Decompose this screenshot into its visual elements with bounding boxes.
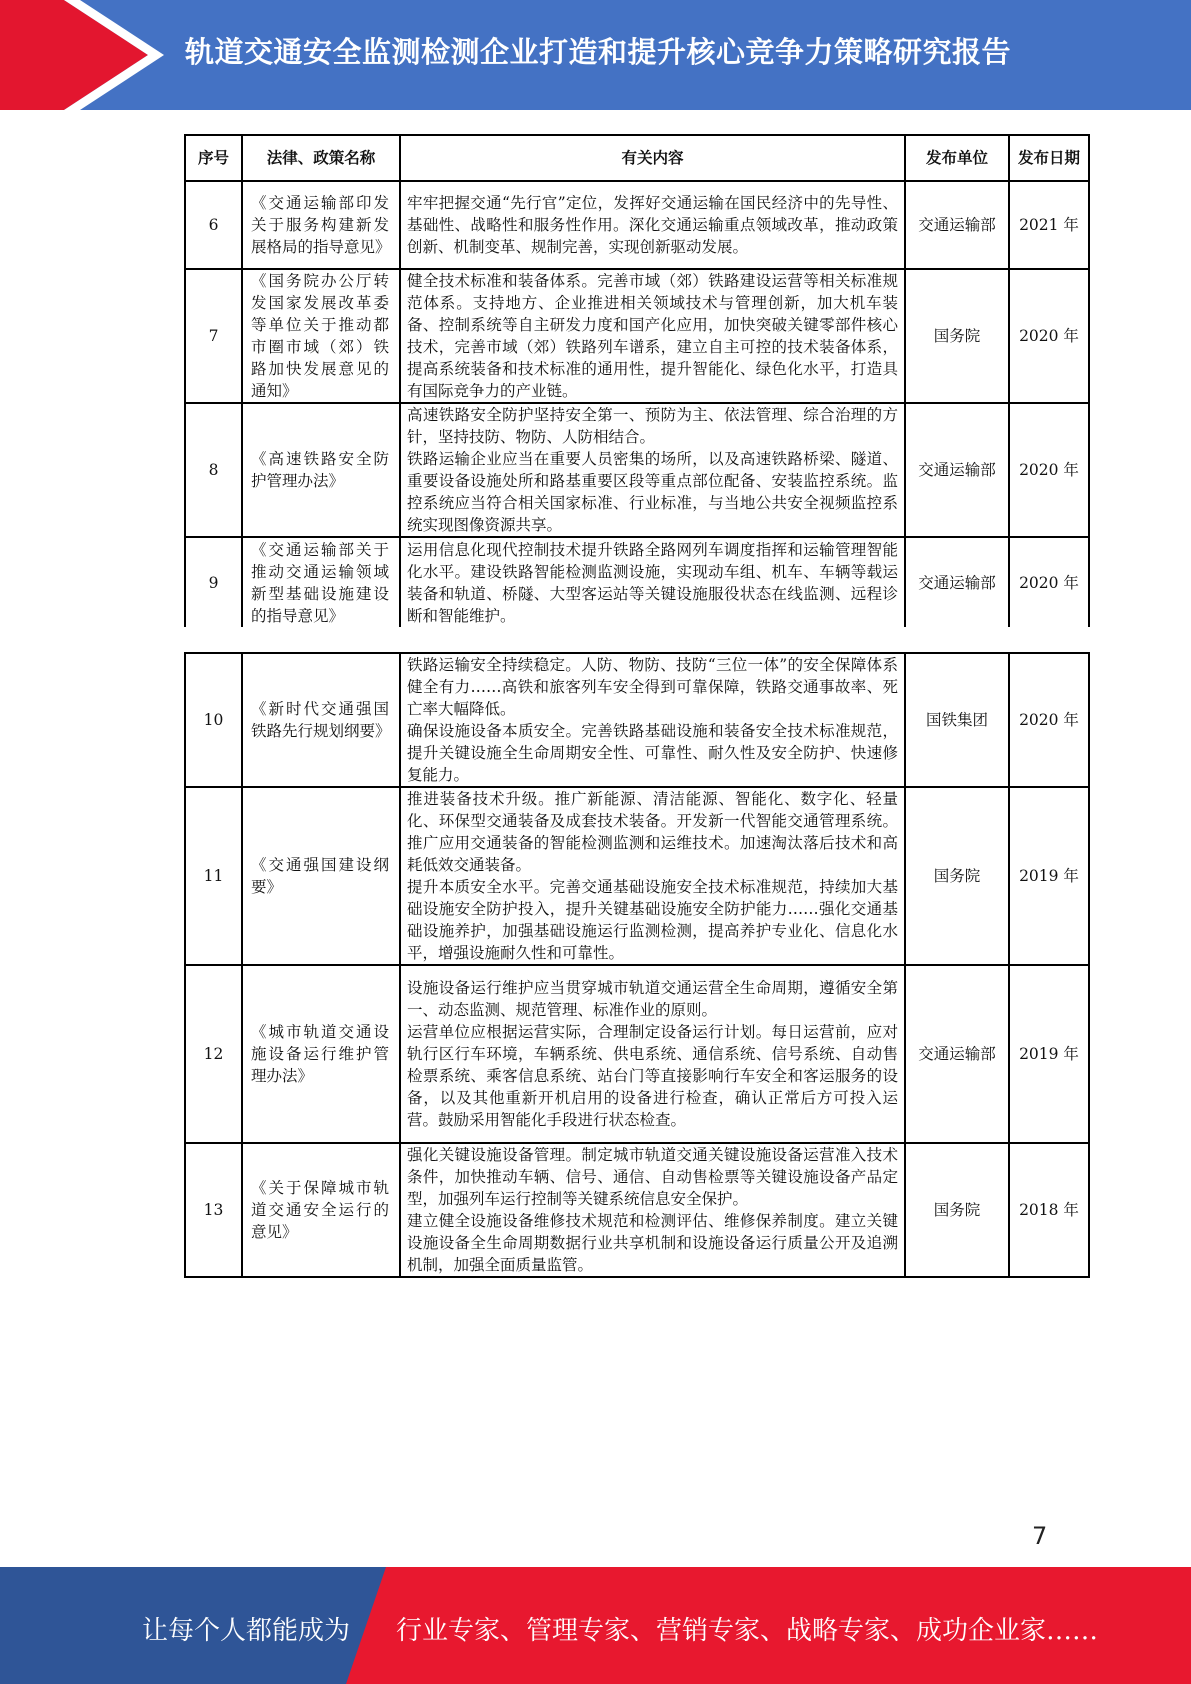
content-paragraph: 运用信息化现代控制技术提升铁路全路网列车调度指挥和运输管理智能化水平。建设铁路智能检测监测设施，实现动车组、机车、车辆等载运装备和轨道、桥隧、大型客运站等关键设施服役状态在线监测、远程诊断和智能维护。 — [407, 540, 898, 625]
row-number: 8 — [185, 403, 242, 537]
issue-date: 2020 年 — [1009, 403, 1089, 537]
header-date: 发布日期 — [1009, 135, 1089, 181]
content-paragraph: 设施设备运行维护应当贯穿城市轨道交通运营全生命周期，遵循安全第一、动态监测、规范管理、标准作业的原则。 — [407, 979, 898, 1019]
table-row — [185, 403, 1089, 537]
issuer: 国铁集团 — [905, 653, 1009, 787]
policy-name: 《交通运输部印发关于服务构建新发展格局的指导意见》 — [242, 181, 400, 269]
header-issuer: 发布单位 — [905, 135, 1009, 181]
row-number: 10 — [185, 653, 242, 787]
content-paragraph: 推进装备技术升级。推广新能源、清洁能源、智能化、数字化、轻量化、环保型交通装备及成套技术装备。开发新一代智能交通管理系统。推广应用交通装备的智能检测监测和运维技术。加速淘汰落后技术和高耗低效交通装备。 — [407, 790, 898, 874]
report-title: 轨道交通安全监测检测企业打造和提升核心竞争力策略研究报告 — [185, 35, 1012, 69]
table-row — [185, 1143, 1089, 1277]
policy-name: 《城市轨道交通设施设备运行维护管理办法》 — [242, 965, 400, 1143]
row-number: 9 — [185, 537, 242, 627]
issue-date: 2018 年 — [1009, 1143, 1089, 1277]
issue-date: 2019 年 — [1009, 787, 1089, 965]
header-number: 序号 — [185, 135, 242, 181]
policy-table-part2 — [184, 652, 1090, 1278]
report-footer-banner — [0, 1567, 1191, 1684]
content-paragraph: 强化关键设施设备管理。制定城市轨道交通关键设施设备运营准入技术条件，加快推动车辆、信号、通信、自动售检票等关键设施设备产品定型，加强列车运行控制等关键系统信息安全保护。 — [407, 1146, 898, 1208]
row-number: 6 — [185, 181, 242, 269]
table-row — [185, 965, 1089, 1143]
header-red-chevron — [0, 0, 148, 110]
issue-date: 2020 年 — [1009, 269, 1089, 403]
issuer: 交通运输部 — [905, 965, 1009, 1143]
footer-slogan-left: 让每个人都能成为 — [142, 1616, 351, 1646]
table-row — [185, 787, 1089, 965]
table-header-row — [185, 135, 1089, 181]
policy-content — [400, 403, 905, 537]
table-row — [185, 181, 1089, 269]
issuer: 交通运输部 — [905, 181, 1009, 269]
table-row — [185, 653, 1089, 787]
issue-date: 2019 年 — [1009, 965, 1089, 1143]
content-paragraph: 牢牢把握交通“先行官”定位，发挥好交通运输在国民经济中的先导性、基础性、战略性和服务性作用。深化交通运输重点领域改革，推动政策创新、机制变革、规制完善，实现创新驱动发展。 — [407, 194, 898, 256]
row-number: 7 — [185, 269, 242, 403]
content-paragraph: 运营单位应根据运营实际，合理制定设备运行计划。每日运营前，应对轨行区行车环境，车辆系统、供电系统、通信系统、信号系统、自动售检票系统、乘客信息系统、站台门等直接影响行车安全和客运服务的设备，以及其他重新开机启用的设备进行检查，确认正常后方可投入运营。鼓励采用智能化手段进行状态检查。 — [407, 1023, 898, 1129]
row-number: 12 — [185, 965, 242, 1143]
report-header-banner — [0, 0, 1191, 110]
policy-content — [400, 965, 905, 1143]
issue-date: 2020 年 — [1009, 653, 1089, 787]
content-paragraph: 提升本质安全水平。完善交通基础设施安全技术标准规范，持续加大基础设施安全防护投入，提升关键基础设施安全防护能力……强化交通基础设施养护，加强基础设施运行监测检测，提高养护专业化、信息化水平，增强设施耐久性和可靠性。 — [407, 878, 898, 962]
issuer: 国务院 — [905, 269, 1009, 403]
header-name: 法律、政策名称 — [242, 135, 400, 181]
policy-content — [400, 181, 905, 269]
policy-name: 《新时代交通强国铁路先行规划纲要》 — [242, 653, 400, 787]
row-number: 11 — [185, 787, 242, 965]
content-paragraph: 高速铁路安全防护坚持安全第一、预防为主、依法管理、综合治理的方针，坚持技防、物防、人防相结合。 — [407, 406, 898, 446]
issuer: 国务院 — [905, 787, 1009, 965]
policy-content — [400, 787, 905, 965]
row-number: 13 — [185, 1143, 242, 1277]
content-paragraph: 铁路运输安全持续稳定。人防、物防、技防“三位一体”的安全保障体系健全有力……高铁和旅客列车安全得到可靠保障，铁路交通事故率、死亡率大幅降低。 — [407, 656, 898, 718]
content-paragraph: 建立健全设施设备维修技术规范和检测评估、维修保养制度。建立关键设施设备全生命周期数据行业共享机制和设施设备运行质量公开及追溯机制，加强全面质量监管。 — [407, 1212, 898, 1274]
policy-content — [400, 1143, 905, 1277]
footer-slogan-right: 行业专家、管理专家、营销专家、战略专家、成功企业家…… — [396, 1616, 1099, 1646]
policy-name: 《关于保障城市轨道交通安全运行的意见》 — [242, 1143, 400, 1277]
issuer: 交通运输部 — [905, 403, 1009, 537]
table-row — [185, 537, 1089, 627]
policy-name: 《国务院办公厅转发国家发展改革委等单位关于推动都市圈市域（郊）铁路加快发展意见的通知》 — [242, 269, 400, 403]
policy-name: 《交通运输部关于推动交通运输领域新型基础设施建设的指导意见》 — [242, 537, 400, 627]
policy-content — [400, 269, 905, 403]
table-row — [185, 269, 1089, 403]
policy-content — [400, 653, 905, 787]
header-content: 有关内容 — [400, 135, 905, 181]
policy-content — [400, 537, 905, 627]
policy-table-part1 — [184, 134, 1090, 627]
policy-name: 《高速铁路安全防护管理办法》 — [242, 403, 400, 537]
issue-date: 2021 年 — [1009, 181, 1089, 269]
policy-name: 《交通强国建设纲要》 — [242, 787, 400, 965]
issuer: 国务院 — [905, 1143, 1009, 1277]
content-paragraph: 确保设施设备本质安全。完善铁路基础设施和装备安全技术标准规范，提升关键设施全生命周期安全性、可靠性、耐久性及安全防护、快速修复能力。 — [407, 722, 898, 784]
issue-date: 2020 年 — [1009, 537, 1089, 627]
content-paragraph: 铁路运输企业应当在重要人员密集的场所，以及高速铁路桥梁、隧道、重要设备设施处所和路基重要区段等重点部位配备、安装监控系统。监控系统应当符合相关国家标准、行业标准，与当地公共安全视频监控系统实现图像资源共享。 — [407, 450, 898, 534]
page-number: 7 — [1032, 1522, 1048, 1550]
issuer: 交通运输部 — [905, 537, 1009, 627]
content-paragraph: 健全技术标准和装备体系。完善市域（郊）铁路建设运营等相关标准规范体系。支持地方、企业推进相关领域技术与管理创新，加大机车装备、控制系统等自主研发力度和国产化应用，加快突破关键零部件核心技术，完善市域（郊）铁路列车谱系，建立自主可控的技术装备体系，提高系统装备和技术标准的通用性，提升智能化、绿色化水平，打造具有国际竞争力的产业链。 — [407, 272, 898, 400]
